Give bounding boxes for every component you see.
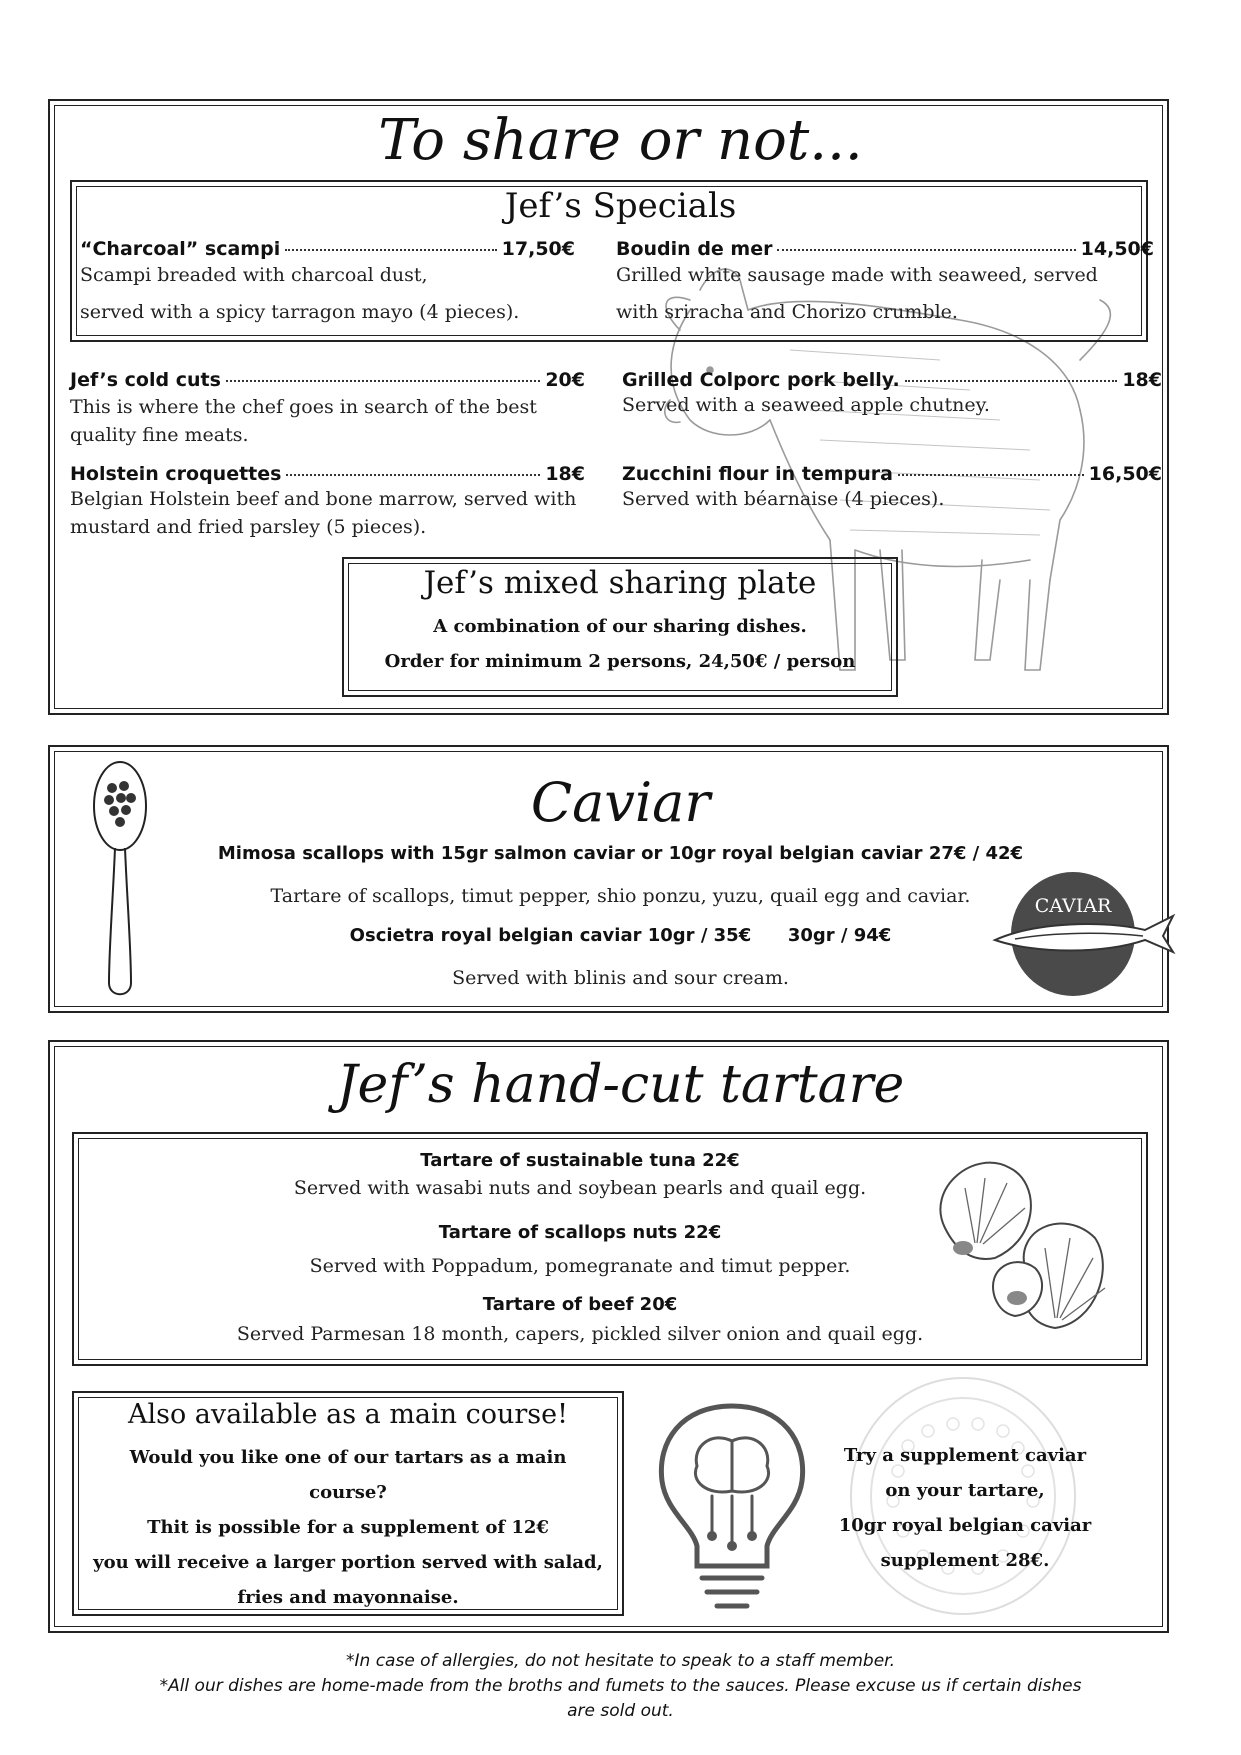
- footer-homemade-note-cont: are sold out.: [567, 1701, 674, 1721]
- main-course-title: Also available as a main course!: [127, 1399, 568, 1430]
- share-title: To share or not...: [378, 108, 863, 173]
- supplement-line: Try a supplement caviar: [843, 1445, 1087, 1466]
- item-price: 18€: [1122, 369, 1162, 391]
- menu-item-pork-belly: [622, 369, 1162, 391]
- sharing-plate-line: A combination of our sharing dishes.: [433, 616, 807, 637]
- supplement-line: supplement 28€.: [880, 1550, 1050, 1571]
- item-price: 20€: [545, 369, 585, 391]
- item-name: “Charcoal” scampi: [80, 238, 281, 260]
- leader-dots: [898, 474, 1084, 476]
- tartare-item-desc: Served Parmesan 18 month, capers, pickled silver onion and quail egg.: [236, 1323, 924, 1345]
- item-name: Holstein croquettes: [70, 463, 282, 485]
- leader-dots: [285, 249, 496, 251]
- specials-title: Jef’s Specials: [504, 186, 737, 226]
- caviar-badge-label: CAVIAR: [1034, 895, 1112, 917]
- special-item-scampi: [80, 238, 575, 260]
- main-course-line: you will receive a larger portion served with salad,: [93, 1552, 603, 1573]
- item-price: 16,50€: [1088, 463, 1162, 485]
- item-desc: Served with a seaweed apple chutney.: [622, 394, 990, 416]
- supplement-line: on your tartare,: [885, 1480, 1045, 1501]
- item-desc: This is where the chef goes in search of the best quality fine meats.: [70, 396, 537, 446]
- leader-dots: [777, 249, 1075, 251]
- oscietra-price-30gr: 30gr / 94€: [787, 925, 892, 946]
- item-name: Jef’s cold cuts: [70, 369, 221, 391]
- oscietra-price-10gr: Oscietra royal belgian caviar 10gr / 35€: [349, 925, 752, 946]
- main-course-line: Would you like one of our tartars as a main: [129, 1447, 567, 1468]
- tartare-title: Jef’s hand-cut tartare: [336, 1055, 905, 1115]
- tartare-item-desc: Served with Poppadum, pomegranate and timut pepper.: [309, 1255, 851, 1277]
- caviar-title: Caviar: [530, 771, 711, 834]
- item-name: Boudin de mer: [616, 238, 773, 260]
- special-item-boudin: [616, 238, 1154, 260]
- tartare-item-name: Tartare of beef 20€: [482, 1294, 678, 1315]
- item-desc-line: served with a spicy tarragon mayo (4 pieces).: [80, 301, 520, 323]
- menu-item-cold-cuts: [70, 369, 585, 391]
- caviar-desc: Tartare of scallops, timut pepper, shio ponzu, yuzu, quail egg and caviar.: [270, 885, 971, 907]
- item-name: Grilled Colporc pork belly.: [622, 369, 900, 391]
- footer-allergy-note: *In case of allergies, do not hesitate to speak to a staff member.: [346, 1651, 895, 1671]
- supplement-line: 10gr royal belgian caviar: [838, 1515, 1092, 1536]
- leader-dots: [905, 380, 1118, 382]
- footer-homemade-note: *All our dishes are home-made from the broths and fumets to the sauces. Please excuse us if certain dishes: [159, 1676, 1082, 1696]
- item-price: 18€: [545, 463, 585, 485]
- scallop-shells-icon: [915, 1148, 1115, 1348]
- item-name: Zucchini flour in tempura: [622, 463, 893, 485]
- item-desc-line: Grilled white sausage made with seaweed, served: [616, 264, 1098, 286]
- main-course-line: fries and mayonnaise.: [237, 1587, 459, 1608]
- main-course-line: Thit is possible for a supplement of 12€: [147, 1517, 549, 1538]
- item-desc: Belgian Holstein beef and bone marrow, served with mustard and fried parsley (5 pieces).: [70, 488, 577, 538]
- item-desc: Served with béarnaise (4 pieces).: [622, 488, 945, 510]
- item-desc-line: with sriracha and Chorizo crumble.: [616, 301, 958, 323]
- main-course-line: course?: [309, 1482, 387, 1503]
- leader-dots: [286, 474, 540, 476]
- menu-item-croquettes: [70, 463, 585, 485]
- tartare-item-name: Tartare of scallops nuts 22€: [438, 1222, 722, 1243]
- tartare-item-name: Tartare of sustainable tuna 22€: [420, 1150, 740, 1171]
- tartare-item-desc: Served with wasabi nuts and soybean pearls and quail egg.: [293, 1177, 867, 1199]
- sturgeon-badge-icon: [995, 872, 1175, 1002]
- caviar-item-mimosa: Mimosa scallops with 15gr salmon caviar or 10gr royal belgian caviar 27€ / 42€: [217, 843, 1024, 864]
- item-price: 14,50€: [1080, 238, 1154, 260]
- item-desc-line: Scampi breaded with charcoal dust,: [80, 264, 428, 286]
- sharing-plate-line: Order for minimum 2 persons, 24,50€ / person: [384, 651, 856, 672]
- caviar-serving: Served with blinis and sour cream.: [452, 967, 789, 989]
- sharing-plate-title: Jef’s mixed sharing plate: [423, 565, 817, 601]
- leader-dots: [226, 380, 540, 382]
- menu-item-tempura: [622, 463, 1162, 485]
- brain-bulb-icon: [652, 1396, 812, 1616]
- item-price: 17,50€: [501, 238, 575, 260]
